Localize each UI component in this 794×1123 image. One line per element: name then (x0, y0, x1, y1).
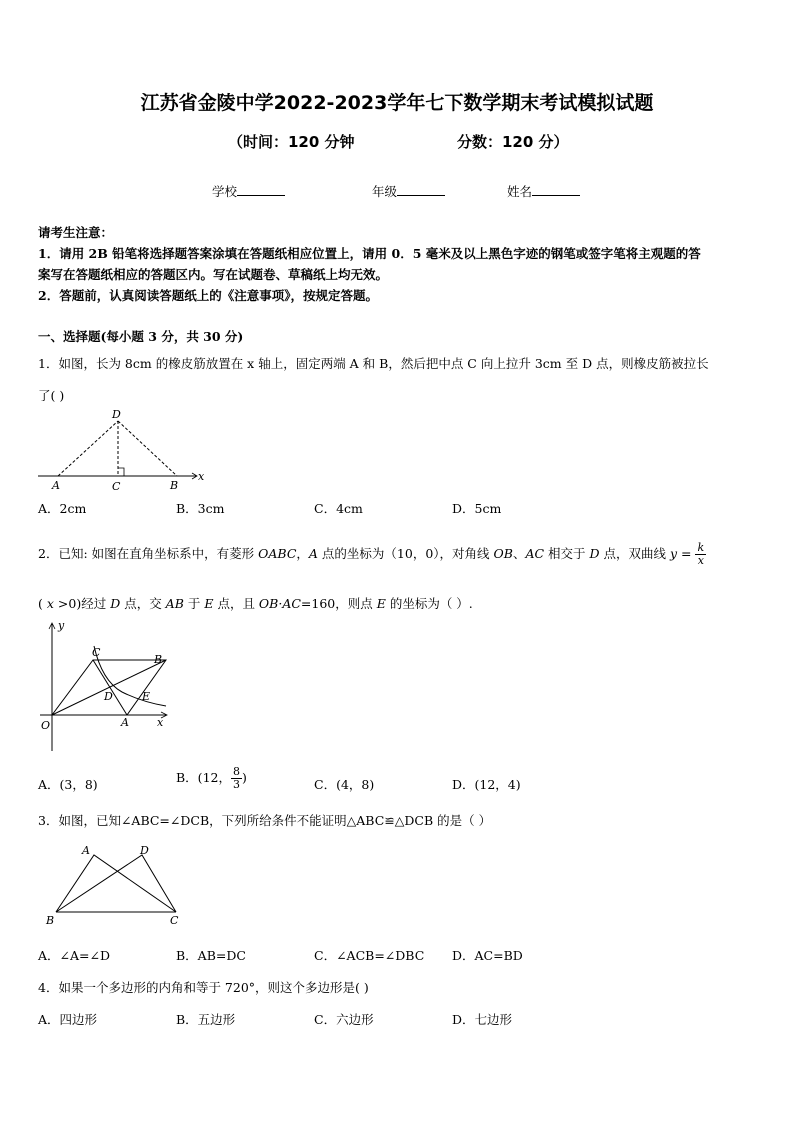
q4-text: 4．如果一个多边形的内角和等于 720°，则这个多边形是( ) (38, 980, 369, 995)
school-blank[interactable] (237, 184, 285, 196)
q2-ob: OB (493, 546, 513, 561)
q1-label-x: x (198, 470, 205, 483)
school-field (212, 182, 285, 200)
q1-option-c[interactable]: C．4cm (314, 501, 363, 516)
q2-text-c: 点的坐标为（10，0），对角线 (317, 546, 494, 561)
q2-sep: 、 (512, 546, 526, 561)
q2-option-c[interactable]: C．(4，8) (314, 777, 375, 792)
q2-line2-e: 点，且 (213, 596, 259, 611)
q2-point-d2: D (110, 596, 121, 611)
q2-text-b: ， (296, 546, 309, 561)
q2-diagonal-ac (93, 660, 127, 715)
q2-text-line2 (38, 594, 473, 612)
q3-label-b: B (46, 914, 55, 927)
q2-figure (36, 618, 176, 756)
q2-label-e: E (142, 690, 151, 703)
q1-label-d: D (112, 408, 121, 421)
q1-segment-db (118, 421, 177, 476)
q2-fraction (695, 542, 706, 567)
q1-right-angle-icon (118, 468, 124, 476)
q2-x: x (46, 596, 54, 611)
q2-point-e2: E (376, 596, 386, 611)
notes-block (38, 222, 701, 306)
q1-figure (36, 405, 216, 497)
name-field (507, 182, 580, 200)
q3-triangle-dcb (56, 855, 176, 912)
exam-time: （时间：120 分钟 (228, 133, 355, 151)
section-heading: 一、选择题(每小题 3 分，共 30 分) (38, 329, 244, 344)
q1-segment-ad (58, 421, 118, 476)
q2-label-b: B (154, 653, 163, 666)
q3-option-c[interactable]: C．∠ACB=∠DBC (314, 948, 425, 963)
name-blank[interactable] (532, 184, 580, 196)
q2-line2-g: 的坐标为（ ）. (385, 596, 473, 611)
q2-ac: AC (525, 546, 545, 561)
q2-line2-f: =160，则点 (300, 596, 377, 611)
q2-frac-num: k (697, 541, 705, 554)
q3-label-a: A (82, 844, 90, 857)
school-label: 学校 (212, 184, 238, 199)
q2-line2-a: ( (38, 596, 47, 611)
q3-option-a[interactable]: A．∠A=∠D (38, 948, 110, 963)
q4-option-a[interactable]: A．四边形 (38, 1012, 98, 1027)
q1-option-d[interactable]: D．5cm (452, 501, 502, 516)
q2-option-a[interactable]: A．(3，8) (38, 777, 98, 792)
q3-option-d[interactable]: D．AC=BD (452, 948, 523, 963)
q2-frac-den: x (697, 554, 704, 567)
grade-label: 年级 (372, 184, 398, 199)
q2-point-e: E (204, 596, 214, 611)
q3-option-b[interactable]: B．AB=DC (176, 948, 246, 963)
q3-label-d: D (140, 844, 149, 857)
notes-line1: 1．请用 2B 铅笔将选择题答案涂填在答题纸相应位置上，请用 0．5 毫米及以上黑色字迹的钢笔或签字笔将主观题的答 (38, 246, 701, 261)
q1-option-b[interactable]: B．3cm (176, 501, 225, 516)
q2-label-d: D (104, 690, 113, 703)
q4-option-b[interactable]: B．五边形 (176, 1012, 236, 1027)
q2-line2-c: 点，交 (120, 596, 166, 611)
notes-line2: 案写在答题纸相应的答题区内。写在试题卷、草稿纸上均无效。 (38, 267, 389, 282)
q2-label-y: y (58, 619, 65, 632)
q2-point-d: D (589, 546, 600, 561)
q2-option-b-pre: B．(12， (176, 770, 231, 785)
q1-text-cont: 了( ) (38, 388, 65, 403)
q1-label-c: C (112, 480, 121, 493)
q1-label-a: A (52, 479, 60, 492)
q2-point-a: A (308, 546, 318, 561)
q2-option-b[interactable] (176, 766, 247, 791)
q2-label-x: x (157, 716, 164, 729)
q2-y: y (669, 546, 678, 561)
q1-label-b: B (170, 479, 179, 492)
notes-heading: 请考生注意： (38, 225, 114, 240)
q2-obac: OB·AC (258, 596, 301, 611)
q2-text-a: 2．已知: 如图在直角坐标系中，有菱形 (38, 546, 259, 561)
grade-field (372, 182, 445, 200)
q2-line2-d: 于 (183, 596, 205, 611)
q2-diagonal-ob (52, 660, 166, 715)
q2-label-o: O (41, 719, 51, 732)
q1-option-a[interactable]: A．2cm (38, 501, 87, 516)
q3-label-c: C (170, 914, 179, 927)
name-label: 姓名 (507, 184, 533, 199)
q1-text: 1．如图，长为 8cm 的橡皮筋放置在 x 轴上，固定两端 A 和 B，然后把中点 C 向上拉升 3cm 至 D 点，则橡皮筋被拉长 (38, 356, 709, 371)
q4-option-c[interactable]: C．六边形 (314, 1012, 374, 1027)
q2-option-b-den: 3 (232, 778, 240, 791)
notes-line3: 2．答题前，认真阅读答题纸上的《注意事项》，按规定答题。 (38, 288, 378, 303)
q2-option-b-num: 8 (232, 765, 240, 778)
q2-line2-b: >0)经过 (53, 596, 111, 611)
q2-text (38, 540, 706, 568)
q2-text-e: 点，双曲线 (599, 546, 670, 561)
q2-ab: AB (165, 596, 184, 611)
q3-text: 3．如图，已知∠ABC=∠DCB，下列所给条件不能证明△ABC≌△DCB 的是（ ） (38, 813, 492, 828)
q2-oabc: OABC (258, 546, 297, 561)
q2-option-b-frac (231, 766, 242, 791)
q4-option-d[interactable]: D．七边形 (452, 1012, 513, 1027)
q2-eq: = (677, 546, 696, 561)
q2-text-d: 相交于 (544, 546, 590, 561)
q3-triangle-abc (56, 855, 176, 912)
q3-figure (40, 838, 190, 930)
q2-label-c: C (92, 646, 101, 659)
q2-option-d[interactable]: D．(12，4) (452, 777, 521, 792)
page-title: 江苏省金陵中学2022-2023学年七下数学期末考试模拟试题 (140, 92, 654, 114)
q2-label-a: A (121, 716, 129, 729)
grade-blank[interactable] (397, 184, 445, 196)
q2-option-b-post: ) (241, 770, 247, 785)
exam-score: 分数：120 分） (457, 133, 569, 151)
